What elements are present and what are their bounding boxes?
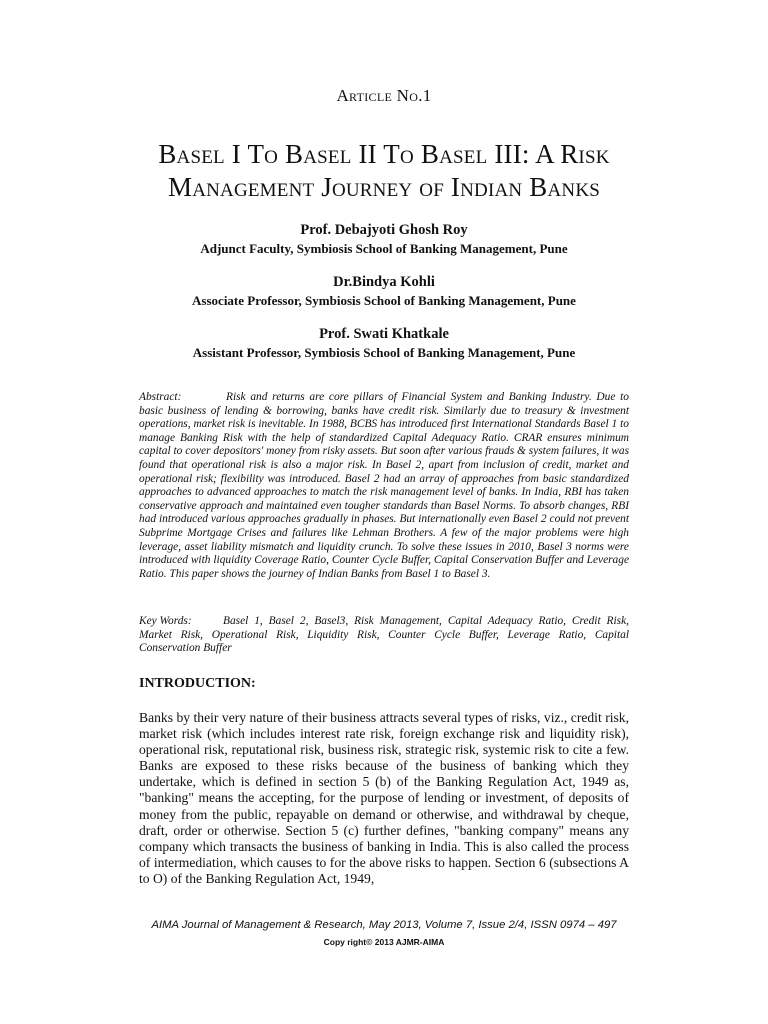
keywords-label: Key Words: [139, 615, 192, 627]
keywords-text: Basel 1, Basel 2, Basel3, Risk Management, Capital Adequacy Ratio, Credit Risk, Market Risk, Operational Risk, Liquidity Risk, Counter Cycle Buffer, Leverage Ratio, Capital Conservation Buffer [139, 615, 629, 655]
paper-title [100, 138, 668, 204]
author-affiliation: Adjunct Faculty, Symbiosis School of Banking Management, Pune [200, 241, 568, 256]
title-line-2: Management Journey of Indian Banks [167, 172, 601, 202]
article-number: Article No.1 [336, 86, 432, 105]
title-line-1: Basel I To Basel II To Basel III: A Risk [158, 139, 610, 169]
copyright-footer: Copy right© 2013 AJMR-AIMA [323, 937, 445, 947]
author-name: Prof. Debajyoti Ghosh Roy [300, 222, 468, 238]
author-affiliation: Associate Professor, Symbiosis School of Banking Management, Pune [192, 293, 576, 308]
abstract-text: Risk and returns are core pillars of Financial System and Banking Industry. Due to basic business of lending & borrowing, banks have credit risk. Similarly due to treasury & investment operations, market risk is inevitable. In 1988, BCBS has introduced first International Standards Basel 1 to manage Banking Risk with the help of standardized Capital Adequacy Ratio. CRAR ensures minimum capital to cover depositors' money from risky assets. But soon after various frauds & system failures, it was found that operational risk is also a major risk. In Basel 2, apart from inclusion of credit, market and operational risk; flexibility was introduced. Basel 2 had an array of approaches from basic standardized approaches to advanced approaches to match the risk management level of banks. In India, RBI has taken conservative approach and maintained even tougher standards than Basel Norms. To absorb changes, RBI had introduced various approaches gradually in phases. But internationally even Basel 2 could not prevent Subprime Mortgage Crises and failures like Lehman Brothers. A few of the major problems were high leverage, asset liability mismatch and liquidity crunch. To solve these issues in 2010, Basel 3 norms were introduced with liquidity Coverage Ratio, Counter Cycle Buffer, Capital Conservation Buffer and Leverage Ratio. This paper shows the journey of Indian Banks from Basel 1 to Basel 3. [139, 391, 629, 580]
author-block [0, 272, 768, 310]
journal-footer: AIMA Journal of Management & Research, May 2013, Volume 7, Issue 2/4, ISSN 0974 – 497 [151, 919, 617, 931]
keywords [139, 615, 629, 656]
author-block [0, 324, 768, 362]
author-name: Prof. Swati Khatkale [319, 326, 449, 342]
author-affiliation: Assistant Professor, Symbiosis School of Banking Management, Pune [192, 345, 576, 360]
abstract [139, 391, 629, 581]
abstract-label: Abstract: [139, 391, 182, 403]
author-name: Dr.Bindya Kohli [333, 274, 435, 290]
introduction-paragraph: Banks by their very nature of their business attracts several types of risks, viz., credit risk, market risk (which includes interest rate risk, foreign exchange risk and liquidity risk), operational risk, reputational risk, business risk, strategic risk, systemic risk to cite a few. Banks are exposed to these risks because of the business of banking which they undertake, which is defined in section 5 (b) of the Banking Regulation Act, 1949 as, "banking" means the accepting, for the purpose of lending or investment, of deposits of money from the public, repayable on demand or otherwise, and withdrawal by cheque, draft, order or otherwise. Section 5 (c) further defines, "banking company" means any company which transacts the business of banking in India. This is also called the process of intermediation, which causes to for the above risks to happen. Section 6 (subsections A to O) of the Banking Regulation Act, 1949, [139, 710, 629, 886]
author-block [0, 220, 768, 258]
section-heading-introduction: INTRODUCTION: [139, 676, 256, 691]
